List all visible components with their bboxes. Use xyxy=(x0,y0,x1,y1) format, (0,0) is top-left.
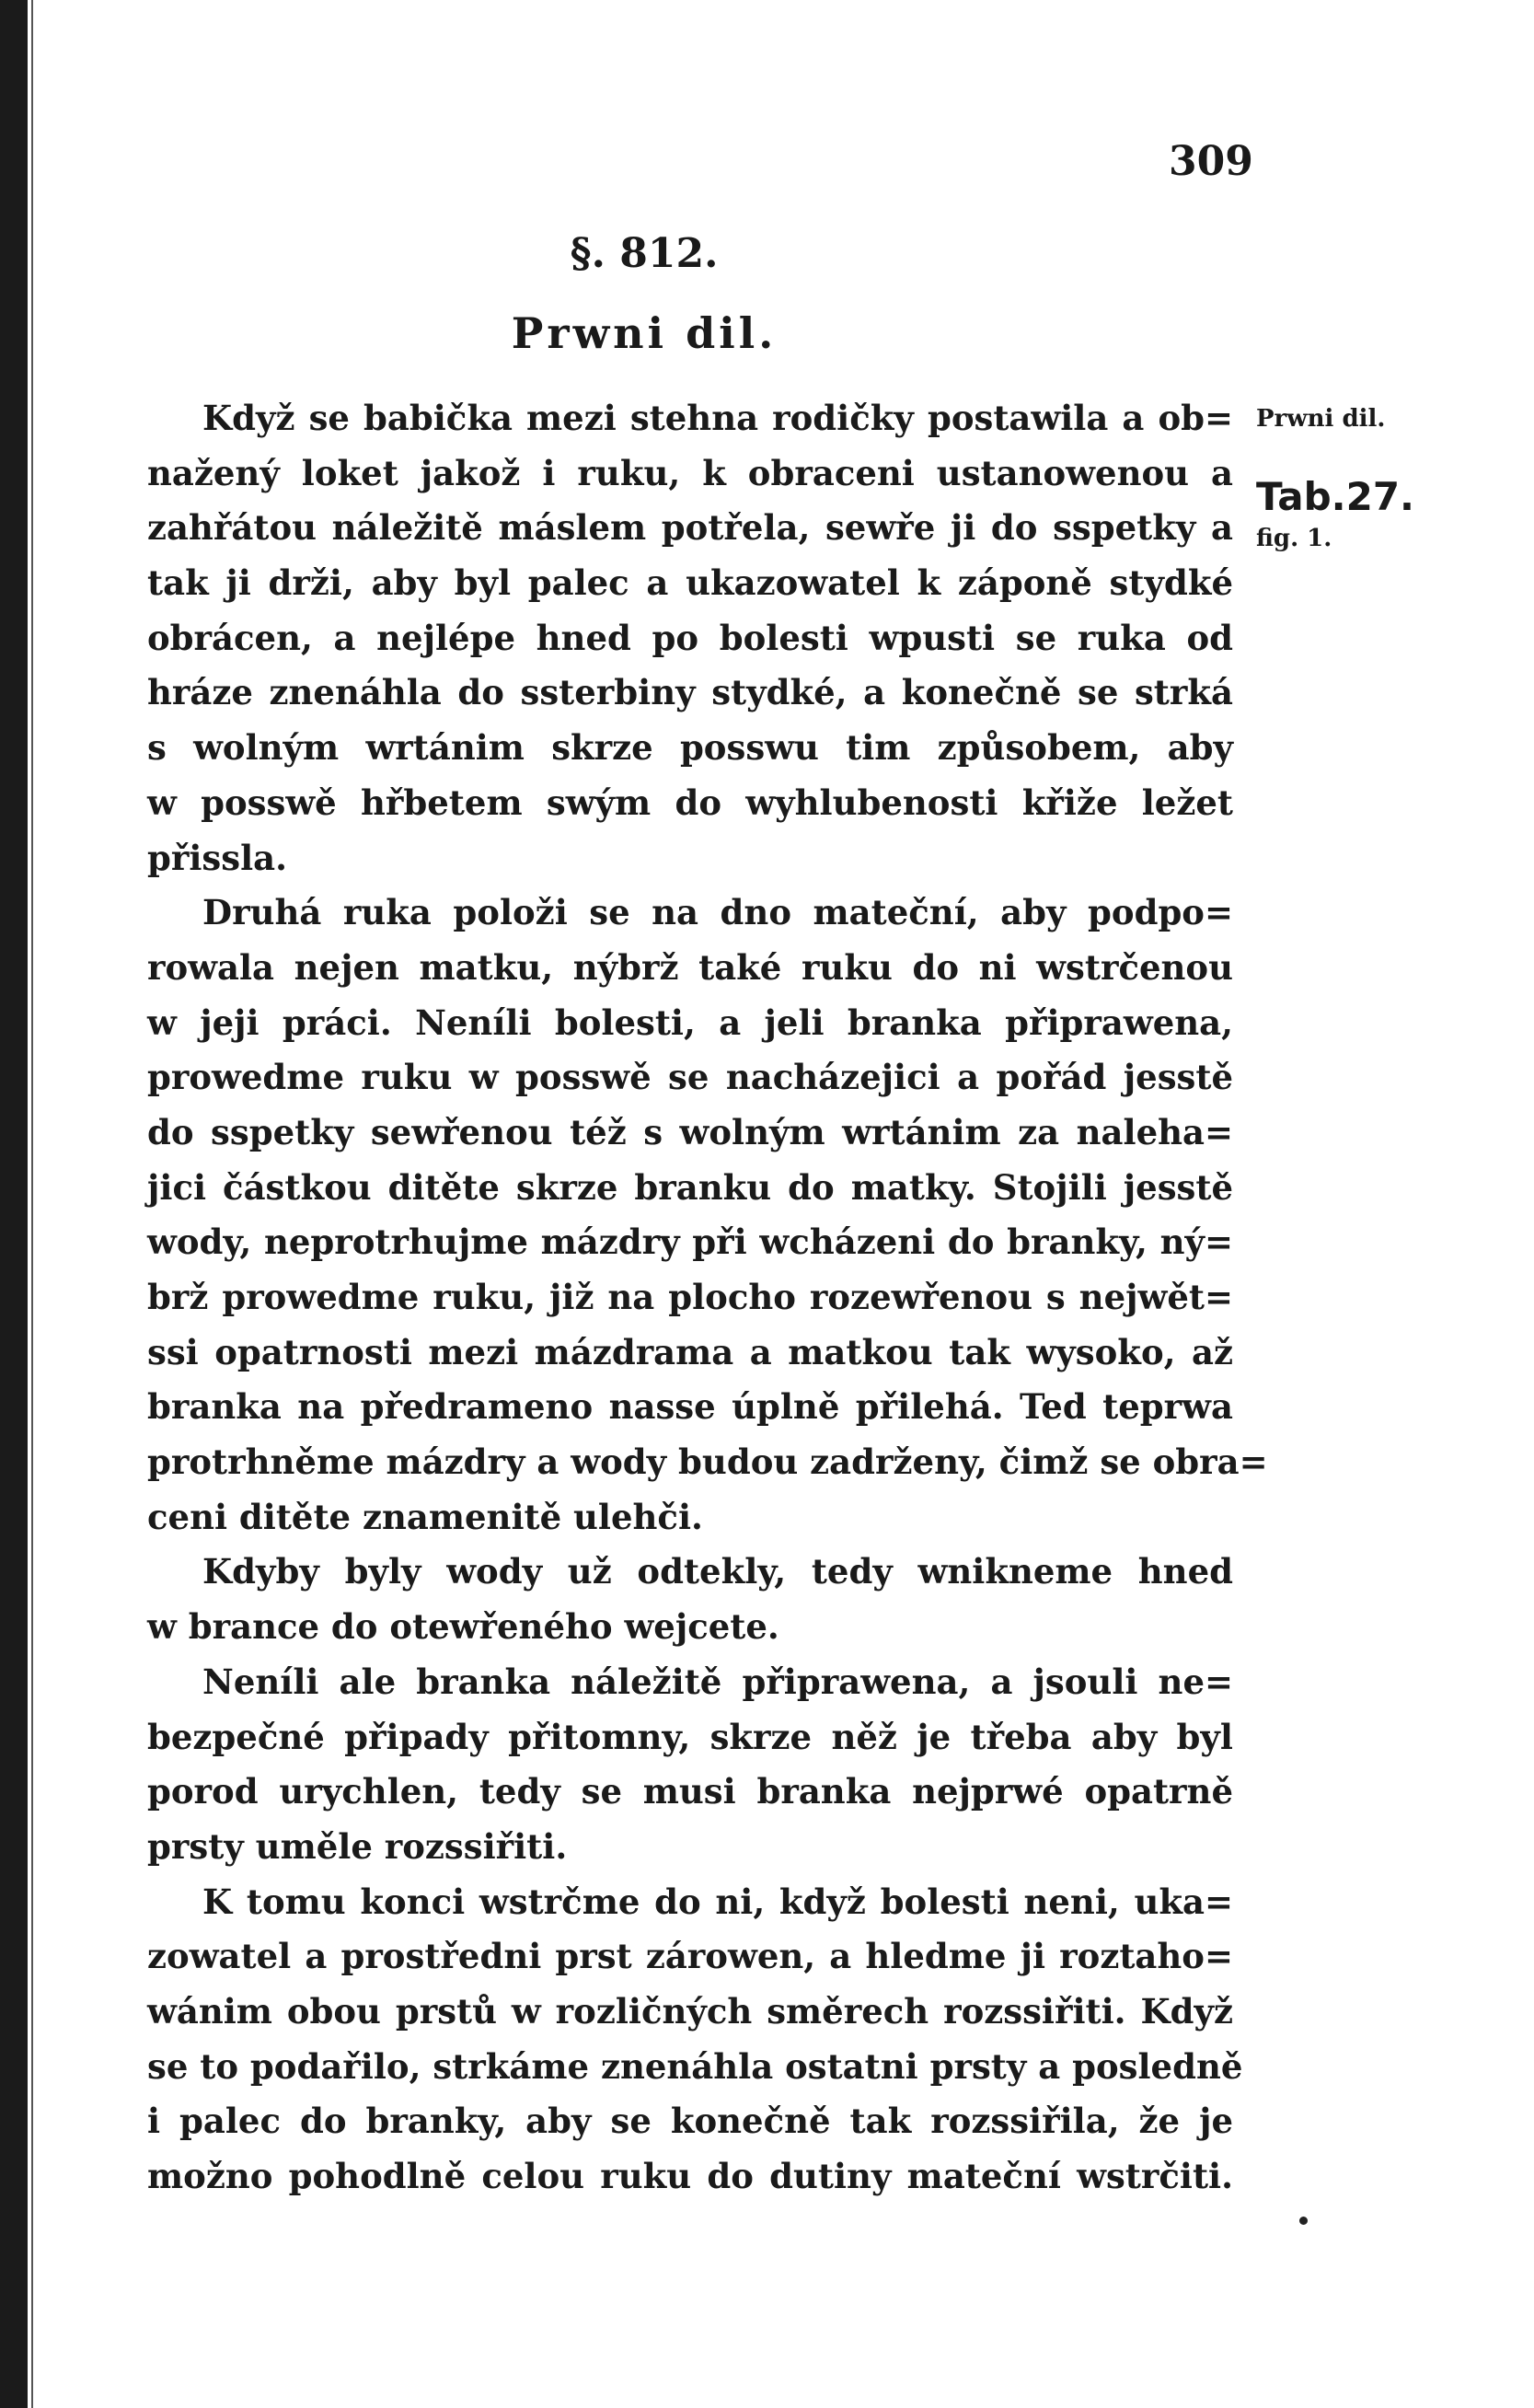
text-line: jici částkou ditěte skrze branku do matky. Stojili jesstě xyxy=(147,1166,1233,1208)
text-line: w posswě hřbetem swým do wyhlubenosti křiže ležet xyxy=(147,781,1233,823)
scan-left-edge xyxy=(0,0,28,2408)
text-line: w brance do otewřeného wejcete. xyxy=(147,1606,779,1648)
text-line: prsty uměle rozssiřiti. xyxy=(147,1825,568,1867)
section-number: §. 812. xyxy=(570,230,719,277)
section-title: Prwni dil. xyxy=(511,308,778,358)
text-line: Kdyby byly wody už odtekly, tedy wnikneme hned xyxy=(202,1551,1233,1592)
text-line: Neníli ale branka náležitě připrawena, a jsouli ne= xyxy=(202,1661,1233,1702)
text-line: Druhá ruka položi se na dno mateční, aby podpo= xyxy=(202,892,1233,933)
margin-note-table: Tab.27. xyxy=(1256,474,1414,519)
text-line: branka na předrameno nasse úplně přilehá. Ted teprwa xyxy=(147,1386,1233,1428)
text-line: se to podařilo, strkáme znenáhla ostatni prsty a posledně xyxy=(147,2045,1243,2087)
body-text xyxy=(147,391,1268,2205)
text-line: nažený loket jakož i ruku, k obraceni ustanowenou a xyxy=(147,452,1233,493)
text-line: protrhněme mázdry a wody budou zadrženy, čimž se obra= xyxy=(147,1441,1268,1483)
text-line: wánim obou prstů w rozličných směrech rozssiřiti. Když xyxy=(147,1990,1233,2032)
text-line: ceni ditěte znamenitě ulehči. xyxy=(147,1496,703,1537)
page-number: 309 xyxy=(1169,138,1253,185)
stray-dot xyxy=(1299,2217,1308,2225)
text-line: možno pohodlně celou ruku do dutiny mateční wstrčiti. xyxy=(147,2156,1233,2196)
text-line: brž prowedme ruku, již na plocho rozewřenou s nejwět= xyxy=(147,1277,1233,1317)
text-line: wody, neprotrhujme mázdry při wcházeni do branky, ný= xyxy=(147,1221,1233,1263)
text-line: zowatel a prostředni prst zárowen, a hledme ji roztaho= xyxy=(147,1936,1233,1977)
margin-note-figure: fig. 1. xyxy=(1256,525,1332,552)
text-line: prowedme ruku w posswě se nacházejici a pořád jesstě xyxy=(147,1057,1233,1098)
text-line: bezpečné připady přitomny, skrze něž je třeba aby byl xyxy=(147,1716,1233,1757)
scan-edge-line xyxy=(31,0,33,2408)
text-line: s wolným wrtánim skrze posswu tim způsobem, aby xyxy=(147,727,1233,769)
text-line: rowala nejen matku, nýbrž také ruku do ni wstrčenou xyxy=(147,946,1233,988)
text-line: do sspetky sewřenou též s wolným wrtánim za naleha= xyxy=(147,1111,1233,1152)
margin-note-part: Prwni dil. xyxy=(1256,405,1386,433)
text-line: tak ji drži, aby byl palec a ukazowatel k záponě stydké xyxy=(147,562,1233,604)
text-line: w jeji práci. Neníli bolesti, a jeli branka připrawena, xyxy=(147,1001,1233,1043)
text-line: i palec do branky, aby se konečně tak rozssiřila, že je xyxy=(147,2101,1233,2142)
text-line: Když se babička mezi stehna rodičky postawila a ob= xyxy=(202,398,1233,438)
text-line: přissla. xyxy=(147,837,287,878)
text-line: ssi opatrnosti mezi mázdrama a matkou tak wysoko, až xyxy=(147,1331,1233,1372)
text-line: K tomu konci wstrčme do ni, když bolesti neni, uka= xyxy=(202,1881,1233,1922)
text-line: hráze znenáhla do ssterbiny stydké, a konečně se strká xyxy=(147,672,1233,713)
text-line: porod urychlen, tedy se musi branka nejprwé opatrně xyxy=(147,1771,1233,1812)
text-line: obrácen, a nejlépe hned po bolesti wpusti se ruka od xyxy=(147,617,1233,658)
text-line: zahřátou náležitě máslem potřela, sewře ji do sspetky a xyxy=(147,507,1233,549)
